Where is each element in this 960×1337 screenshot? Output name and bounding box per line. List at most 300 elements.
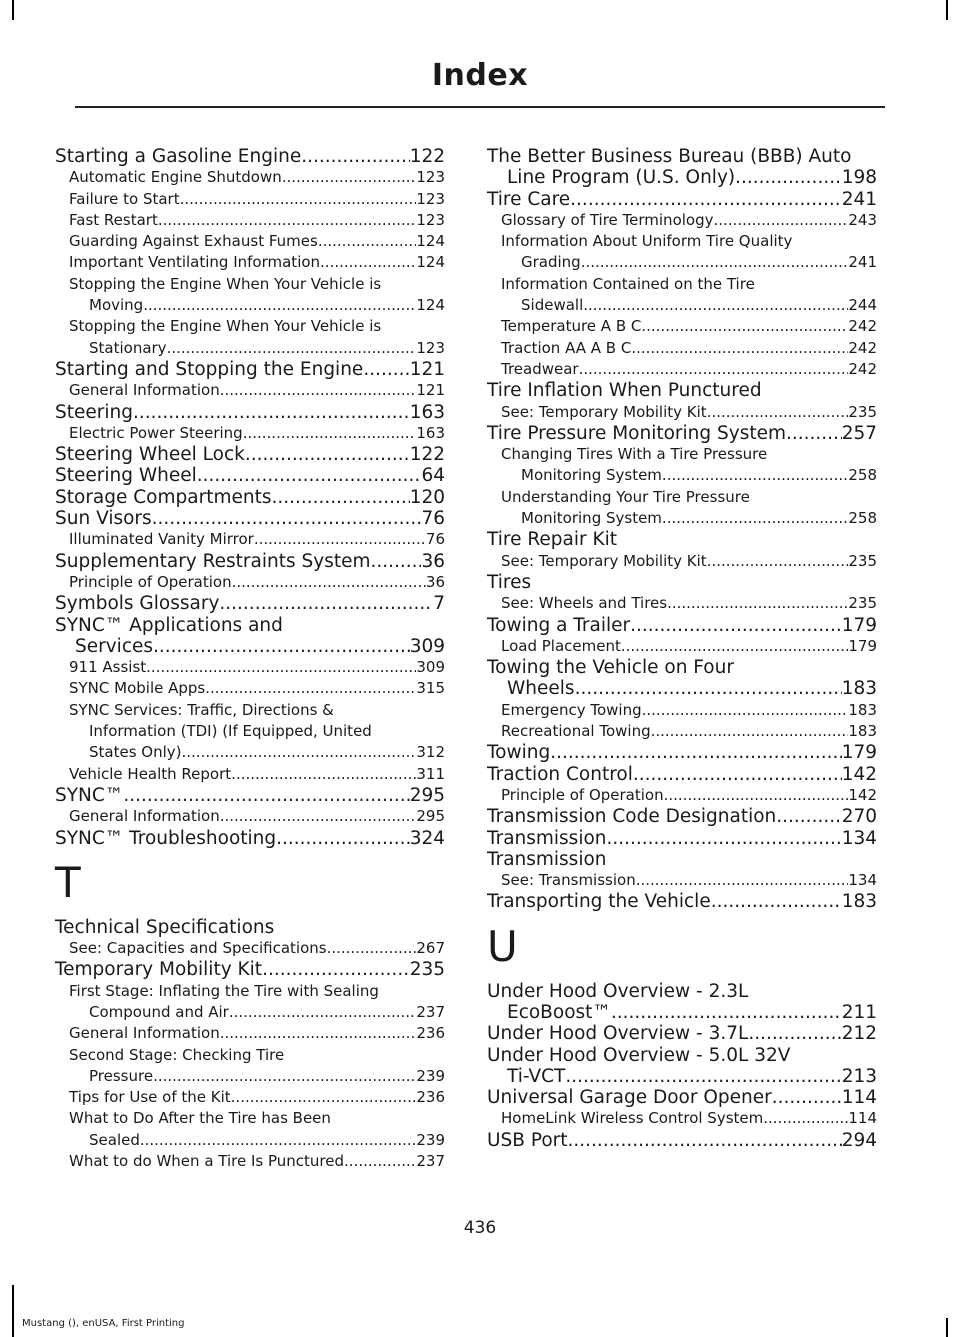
index-entry-line: [69, 572, 445, 593]
footer-edition: Mustang (), enUSA, First Printing: [22, 1318, 185, 1329]
index-entry: [487, 764, 877, 785]
dot-leader: [568, 1130, 842, 1151]
index-subentry: [69, 1151, 445, 1172]
dot-leader: [621, 636, 848, 657]
index-column-right: [487, 146, 877, 1151]
entry-page: 242: [848, 317, 877, 336]
entry-page: 242: [848, 338, 877, 357]
dot-leader: [182, 742, 417, 763]
index-entry: [487, 1087, 877, 1108]
index-subentry: [501, 1108, 877, 1129]
entry-text-line: SYNC™ Applications and: [55, 614, 283, 636]
entry-text-line: Changing Tires With a Tire Pressure: [501, 445, 768, 464]
entry-page: 179: [841, 614, 877, 636]
entry-page: 309: [416, 658, 445, 677]
index-entry: [55, 959, 445, 980]
entry-page: 212: [841, 1023, 877, 1045]
index-subentry: [501, 210, 877, 231]
entry-page: 312: [416, 743, 445, 762]
dot-leader: [262, 959, 410, 980]
entry-page: 76: [425, 530, 445, 549]
entry-text: Towing a Trailer: [487, 614, 631, 636]
index-entry-line: [69, 1087, 445, 1108]
entry-text: General Information: [69, 381, 220, 400]
index-entry-line: [55, 146, 445, 167]
entry-page: 179: [841, 742, 877, 764]
entry-page: 242: [848, 359, 877, 378]
dot-leader: [565, 1066, 841, 1087]
index-subentry: [501, 487, 877, 530]
dot-leader: [123, 785, 409, 806]
dot-leader: [707, 402, 849, 423]
entry-text: Wheels: [507, 678, 575, 700]
index-entry-line: [69, 252, 445, 273]
entry-page: 122: [409, 146, 445, 167]
index-subentry: [501, 551, 877, 572]
entry-text-line: The Better Business Bureau (BBB) Auto: [487, 146, 852, 167]
index-entry-line: [69, 806, 445, 827]
entry-page: 142: [841, 763, 877, 785]
entry-page: 236: [416, 1024, 445, 1043]
entry-text: What to do When a Tire Is Punctured: [69, 1152, 345, 1171]
index-entry-line: [55, 359, 445, 380]
entry-text: See: Temporary Mobility Kit: [501, 402, 707, 421]
entry-page: 324: [409, 827, 445, 849]
index-entry-line: [69, 210, 445, 231]
entry-text: Transmission: [487, 827, 607, 849]
dot-leader: [611, 1002, 842, 1023]
entry-text: Guarding Against Exhaust Fumes: [69, 232, 318, 251]
index-entry: [55, 508, 445, 529]
entry-page: 257: [841, 422, 877, 444]
dot-leader: [276, 828, 410, 849]
dot-leader: [664, 785, 849, 806]
index-entry-line: [55, 636, 445, 657]
index-entry-line: [487, 1002, 877, 1023]
entry-page: 121: [409, 358, 445, 380]
entry-text-line: Understanding Your Tire Pressure: [501, 487, 750, 506]
index-subentry: [69, 274, 445, 317]
index-entry: [55, 487, 445, 508]
dot-leader: [271, 487, 409, 508]
entry-page: 163: [416, 423, 445, 442]
index-subentry: [501, 870, 877, 891]
index-entry-line: [55, 508, 445, 529]
dot-leader: [631, 338, 848, 359]
index-subentry: [69, 423, 445, 444]
index-heading: Transmission: [487, 848, 607, 870]
index-entry: [487, 1045, 877, 1088]
dot-leader: [607, 828, 842, 849]
index-entry: [487, 423, 877, 444]
index-subentry: [69, 1023, 445, 1044]
entry-text-line: Towing the Vehicle on Four: [487, 657, 734, 679]
index-subentry: [69, 1108, 445, 1151]
index-subentry: [501, 402, 877, 423]
index-entry-line: [501, 636, 877, 657]
dot-leader: [197, 465, 422, 486]
index-subentry: [69, 529, 445, 550]
index-subentry: [501, 785, 877, 806]
index-subentry: [501, 338, 877, 359]
index-subentry: [69, 764, 445, 785]
entry-text: Symbols Glossary: [55, 593, 220, 615]
entry-text: Electric Power Steering: [69, 423, 243, 442]
index-subentry: [69, 316, 445, 359]
crop-mark-top-left-v: [12, 0, 14, 20]
index-subentry: [69, 210, 445, 231]
entry-text: Steering Wheel Lock: [55, 444, 245, 466]
dot-leader: [575, 678, 842, 699]
dot-leader: [245, 444, 410, 465]
index-entry: [55, 402, 445, 423]
index-entry-line: [501, 593, 877, 614]
index-subentry: [69, 938, 445, 959]
entry-text: Load Placement: [501, 636, 621, 655]
index-entry-line: [501, 465, 877, 486]
entry-text: Emergency Towing: [501, 700, 642, 719]
dot-leader: [570, 189, 842, 210]
section-letter: U: [487, 921, 518, 971]
entry-text: Temperature A B C: [501, 317, 642, 336]
index-entry-line: [501, 210, 877, 231]
entry-page: 134: [848, 871, 877, 890]
index-subentry: [69, 167, 445, 188]
dot-leader: [320, 252, 416, 273]
index-entry-line: [69, 678, 445, 699]
entry-text: Monitoring System: [521, 466, 662, 485]
index-subentry: [69, 189, 445, 210]
index-entry-line: [487, 1023, 877, 1044]
entry-text: Supplementary Restraints System: [55, 550, 371, 572]
index-entry-line: [69, 295, 445, 316]
entry-text: SYNC™: [55, 784, 124, 806]
entry-text: See: Wheels and Tires: [501, 594, 668, 613]
index-entry-line: [69, 189, 445, 210]
index-subentry: [69, 252, 445, 273]
entry-page: 241: [848, 253, 877, 272]
index-entry: [55, 551, 445, 572]
entry-page: 124: [416, 296, 445, 315]
index-entry: [55, 146, 445, 167]
entry-text: Starting and Stopping the Engine: [55, 358, 364, 380]
crop-mark-top-right-v: [946, 0, 948, 20]
index-entry-line: [487, 189, 877, 210]
entry-text: Illuminated Vanity Mirror: [69, 530, 254, 549]
entry-text: Transporting the Vehicle: [487, 891, 711, 913]
index-subentry: [69, 572, 445, 593]
index-entry: [487, 981, 877, 1024]
entry-page: 114: [841, 1087, 877, 1109]
dot-leader: [140, 1130, 417, 1151]
entry-page: 183: [841, 891, 877, 913]
entry-page: 243: [848, 210, 877, 229]
entry-page: 183: [841, 678, 877, 700]
index-entry-line: [69, 529, 445, 550]
entry-text-line: First Stage: Inflating the Tire with Sealing: [69, 981, 379, 1000]
entry-text: See: Temporary Mobility Kit: [501, 551, 707, 570]
entry-text: Glossary of Tire Terminology: [501, 210, 714, 229]
index-entry-line: [487, 891, 877, 912]
dot-leader: [254, 529, 426, 550]
entry-text: Grading: [521, 253, 581, 272]
dot-leader: [167, 338, 417, 359]
dot-leader: [219, 593, 433, 614]
index-entry: [487, 189, 877, 210]
index-entry-line: [55, 959, 445, 980]
entry-text: Under Hood Overview - 3.7L: [487, 1023, 749, 1045]
entry-page: 295: [416, 807, 445, 826]
entry-page: 124: [416, 232, 445, 251]
entry-page: 315: [416, 679, 445, 698]
index-subentry: [69, 981, 445, 1024]
dot-leader: [707, 551, 849, 572]
index-entry-line: [501, 252, 877, 273]
index-heading: Tire Repair Kit: [487, 529, 617, 551]
index-subentry: [501, 359, 877, 380]
entry-page: 36: [421, 550, 445, 572]
dot-leader: [786, 423, 842, 444]
entry-page: 235: [848, 402, 877, 421]
entry-page: 235: [409, 959, 445, 981]
entry-text: States Only): [89, 743, 182, 762]
index-entry-line: [69, 1002, 445, 1023]
index-entry: [55, 593, 445, 614]
index-entry-line: [55, 465, 445, 486]
index-entry: [55, 615, 445, 658]
entry-page: 239: [416, 1130, 445, 1149]
dot-leader: [776, 806, 841, 827]
dot-leader: [301, 146, 409, 167]
entry-text-line: Second Stage: Checking Tire: [69, 1045, 285, 1064]
entry-text: Storage Compartments: [55, 486, 272, 508]
crop-mark-bottom-left-v: [12, 1285, 14, 1337]
index-entry-line: [501, 785, 877, 806]
entry-text: Vehicle Health Report: [69, 764, 232, 783]
index-entry-line: [487, 1066, 877, 1087]
dot-leader: [231, 764, 416, 785]
entry-page: 270: [841, 806, 877, 828]
index-entry: [55, 828, 445, 849]
index-entry-line: [487, 167, 877, 188]
entry-text: Stationary: [89, 338, 167, 357]
entry-text: Important Ventilating Information: [69, 253, 321, 272]
page-title: Index: [431, 58, 529, 93]
dot-leader: [550, 742, 841, 763]
entry-page: 122: [409, 444, 445, 466]
index-entry: [487, 146, 877, 189]
dot-leader: [152, 508, 422, 529]
dot-leader: [579, 359, 849, 380]
entry-text: Services: [75, 635, 154, 657]
entry-page: 241: [841, 188, 877, 210]
index-entry: [487, 615, 877, 636]
entry-text-line: SYNC Services: Traffic, Directions &: [69, 700, 334, 719]
index-entry-line: [55, 593, 445, 614]
index-entry-line: [501, 1108, 877, 1129]
index-entry-line: [69, 1066, 445, 1087]
index-entry-line: [501, 359, 877, 380]
entry-page: 237: [416, 1002, 445, 1021]
index-entry: [55, 444, 445, 465]
index-subentry: [69, 1087, 445, 1108]
index-subentry: [501, 636, 877, 657]
entry-text: See: Capacities and Specifications: [69, 939, 327, 958]
entry-text-line: What to Do After the Tire has Been: [69, 1109, 331, 1128]
page-number: 436: [463, 1218, 497, 1238]
entry-page: 236: [416, 1088, 445, 1107]
index-entry-line: [487, 423, 877, 444]
entry-page: 244: [848, 296, 877, 315]
index-subentry: [501, 231, 877, 274]
index-entry: [55, 359, 445, 380]
entry-text: Ti-VCT: [507, 1065, 566, 1087]
index-subentry: [501, 593, 877, 614]
dot-leader: [583, 295, 848, 316]
entry-text: Transmission Code Designation: [487, 806, 777, 828]
index-entry: [487, 828, 877, 849]
index-entry-line: [487, 806, 877, 827]
dot-leader: [318, 231, 417, 252]
entry-page: 123: [416, 338, 445, 357]
entry-text: Monitoring System: [521, 509, 662, 528]
entry-page: 239: [416, 1066, 445, 1085]
index-subentry: [69, 1045, 445, 1088]
index-entry-line: [69, 1130, 445, 1151]
index-heading: Tires: [487, 571, 532, 593]
index-entry: [55, 465, 445, 486]
index-entry: [487, 1130, 877, 1151]
entry-text-line: Under Hood Overview - 5.0L 32V: [487, 1044, 791, 1066]
index-entry-line: [501, 402, 877, 423]
index-entry-line: [487, 1130, 877, 1151]
index-entry-line: [69, 423, 445, 444]
dot-leader: [220, 1023, 417, 1044]
entry-page: 309: [409, 635, 445, 657]
index-subentry: [501, 444, 877, 487]
entry-text: Recreational Towing: [501, 722, 651, 741]
index-subentry: [69, 678, 445, 699]
index-entry: [487, 806, 877, 827]
index-entry-line: [501, 721, 877, 742]
index-entry-line: [55, 487, 445, 508]
entry-text: Fast Restart: [69, 210, 158, 229]
index-entry-line: [501, 551, 877, 572]
index-entry-line: [487, 615, 877, 636]
index-entry-line: [69, 742, 445, 763]
dot-leader: [713, 210, 848, 231]
entry-page: 198: [841, 167, 877, 189]
entry-text: USB Port: [487, 1129, 568, 1151]
index-heading: Tire Inflation When Punctured: [487, 380, 762, 402]
entry-text: Pressure: [89, 1066, 154, 1085]
dot-leader: [220, 380, 417, 401]
dot-leader: [641, 316, 848, 337]
entry-text: HomeLink Wireless Control System: [501, 1109, 764, 1128]
entry-text: General Information: [69, 1024, 220, 1043]
dot-leader: [630, 615, 842, 636]
entry-page: 134: [841, 827, 877, 849]
entry-page: 311: [416, 764, 445, 783]
entry-text: Sealed: [89, 1130, 140, 1149]
entry-page: 123: [416, 189, 445, 208]
index-entry-line: [55, 444, 445, 465]
header-divider: [75, 106, 885, 108]
dot-leader: [662, 465, 848, 486]
entry-page: 7: [433, 593, 445, 615]
entry-text: Towing: [487, 742, 551, 764]
entry-text: Failure to Start: [69, 189, 180, 208]
dot-leader: [667, 593, 848, 614]
entry-page: 142: [848, 785, 877, 804]
entry-text: General Information: [69, 807, 220, 826]
entry-page: 179: [848, 636, 877, 655]
entry-text: Universal Garage Door Opener: [487, 1087, 772, 1109]
entry-page: 183: [848, 722, 877, 741]
index-entry: [487, 742, 877, 763]
entry-text-line: Stopping the Engine When Your Vehicle is: [69, 317, 382, 336]
index-entry-line: [69, 1151, 445, 1172]
dot-leader: [220, 806, 417, 827]
dot-leader: [282, 167, 417, 188]
index-entry-line: [69, 338, 445, 359]
entry-text: SYNC Mobile Apps: [69, 679, 206, 698]
index-entry-line: [69, 657, 445, 678]
entry-text: Starting a Gasoline Engine: [55, 146, 302, 167]
entry-text: Tire Care: [487, 188, 571, 210]
dot-leader: [662, 508, 848, 529]
dot-leader: [581, 252, 849, 273]
dot-leader: [243, 423, 417, 444]
entry-text: Tips for Use of the Kit: [69, 1088, 231, 1107]
entry-page: 64: [421, 465, 445, 487]
dot-leader: [651, 721, 849, 742]
index-entry-line: [487, 828, 877, 849]
entry-text: Tire Pressure Monitoring System: [487, 422, 787, 444]
index-column-left: [55, 146, 445, 1172]
entry-text: Temporary Mobility Kit: [55, 959, 263, 981]
dot-leader: [153, 636, 410, 657]
index-heading: Technical Specifications: [55, 916, 275, 938]
index-entry: [487, 1023, 877, 1044]
entry-text: Traction Control: [487, 763, 633, 785]
dot-leader: [642, 700, 849, 721]
entry-page: 235: [848, 594, 877, 613]
index-entry-line: [487, 742, 877, 763]
index-subentry: [69, 806, 445, 827]
dot-leader: [143, 295, 416, 316]
entry-page: 213: [841, 1065, 877, 1087]
index-entry-line: [55, 785, 445, 806]
entry-page: 258: [848, 509, 877, 528]
entry-text: Compound and Air: [89, 1002, 229, 1021]
dot-leader: [146, 657, 416, 678]
entry-text: Moving: [89, 296, 144, 315]
index-entry-line: [69, 764, 445, 785]
entry-page: 76: [421, 508, 445, 530]
entry-page: 267: [416, 939, 445, 958]
entry-text-line: Information (TDI) (If Equipped, United: [89, 722, 372, 741]
entry-text-line: Stopping the Engine When Your Vehicle is: [69, 274, 382, 293]
index-entry-line: [501, 508, 877, 529]
index-entry: [487, 657, 877, 700]
entry-page: 235: [848, 551, 877, 570]
dot-leader: [133, 402, 410, 423]
entry-text: Traction AA A B C: [501, 338, 632, 357]
dot-leader: [205, 678, 416, 699]
entry-page: 123: [416, 210, 445, 229]
entry-page: 211: [841, 1001, 877, 1023]
